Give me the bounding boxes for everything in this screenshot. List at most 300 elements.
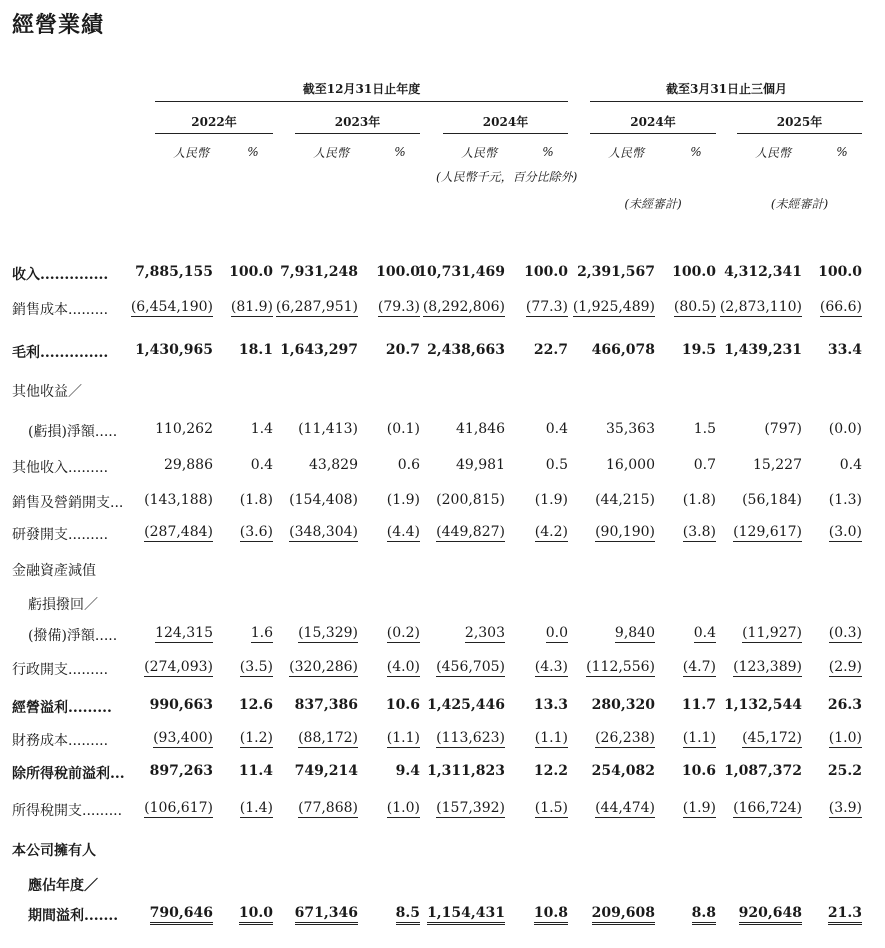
percent-cell — [546, 421, 568, 437]
row-label: 經營溢利......... — [12, 700, 112, 716]
percent-cell — [240, 659, 273, 675]
cell-value: 43,829 — [309, 457, 358, 473]
cell-value: (44,474) — [595, 800, 655, 816]
percent-cell — [251, 625, 273, 641]
currency-label: 人民幣 — [754, 146, 791, 160]
percent-cell — [683, 800, 716, 816]
cell-value: (2,873,110) — [719, 299, 802, 315]
percent-cell — [251, 457, 273, 473]
percent-cell — [387, 730, 420, 746]
cell-value: (80.5) — [673, 299, 716, 315]
percent-cell — [535, 800, 568, 816]
cell-value: 837,386 — [294, 697, 358, 713]
amount-cell — [153, 730, 213, 746]
percent-cell — [694, 625, 716, 641]
amount-cell — [733, 524, 802, 540]
currency-label: 人民幣 — [607, 146, 644, 160]
year-header-rule — [295, 133, 420, 134]
cell-value: (88,172) — [298, 730, 358, 746]
row-label: 研發開支......... — [12, 527, 109, 543]
cell-value: (1.9) — [534, 492, 568, 508]
cell-value: (6,454,190) — [130, 299, 213, 315]
percent-cell — [683, 659, 716, 675]
percent-cell — [535, 492, 568, 508]
row-label: 財務成本......... — [12, 733, 109, 749]
amount-cell — [739, 905, 802, 921]
amount-cell — [595, 800, 655, 816]
percent-cell — [674, 299, 716, 315]
cell-value: (1.0) — [386, 800, 420, 816]
percent-cell — [524, 264, 568, 280]
amount-cell — [298, 730, 358, 746]
amount-cell — [280, 342, 358, 358]
amount-cell — [135, 264, 213, 280]
cell-value: 10.6 — [385, 697, 420, 713]
cell-value: (456,705) — [436, 659, 505, 675]
cell-value: (449,827) — [436, 524, 505, 540]
cell-value: (1.2) — [239, 730, 273, 746]
cell-value: (0.1) — [386, 421, 420, 437]
percent-cell — [387, 492, 420, 508]
cell-value: (3.5) — [239, 659, 273, 675]
percent-label: % — [542, 145, 554, 159]
percent-cell — [239, 342, 273, 358]
year-header-rule — [443, 133, 568, 134]
cell-value: 100.0 — [229, 264, 273, 280]
percent-cell — [829, 524, 862, 540]
cell-value: 1,311,823 — [427, 763, 505, 779]
cell-value: 100.0 — [524, 264, 568, 280]
cell-value: 100.0 — [376, 264, 420, 280]
percent-cell — [396, 763, 420, 779]
amount-cell — [586, 659, 655, 675]
cell-value: (200,815) — [436, 492, 505, 508]
cell-value: (56,184) — [742, 492, 802, 508]
amount-cell — [417, 264, 505, 280]
cell-value: (66.6) — [819, 299, 862, 315]
cell-value: 20.7 — [385, 342, 420, 358]
amount-cell — [144, 524, 213, 540]
amount-cell — [298, 421, 358, 437]
amount-cell — [427, 342, 505, 358]
percent-cell — [535, 524, 568, 540]
cell-value: (45,172) — [742, 730, 802, 746]
cell-value: (1.9) — [682, 800, 716, 816]
percent-cell — [240, 524, 273, 540]
cell-value: 26.3 — [827, 697, 862, 713]
cell-value: (0.3) — [828, 625, 862, 641]
cell-value: (44,215) — [595, 492, 655, 508]
amount-cell — [595, 730, 655, 746]
year-header: 2024年 — [482, 115, 529, 129]
cell-value: (1,925,489) — [572, 299, 655, 315]
amount-cell — [135, 342, 213, 358]
row-label: 應佔年度／ — [28, 878, 98, 894]
percent-cell — [829, 800, 862, 816]
cell-value: (11,413) — [298, 421, 358, 437]
year-header: 2023年 — [334, 115, 381, 129]
cell-value: (274,093) — [144, 659, 213, 675]
cell-value: (1.1) — [534, 730, 568, 746]
cell-value: 100.0 — [818, 264, 862, 280]
cell-value: (3.0) — [828, 524, 862, 540]
amount-cell — [724, 342, 802, 358]
cell-value: 13.3 — [533, 697, 568, 713]
cell-value: (93,400) — [153, 730, 213, 746]
amount-cell — [150, 905, 213, 921]
amount-cell — [733, 659, 802, 675]
amount-cell — [742, 492, 802, 508]
amount-cell — [280, 264, 358, 280]
currency-label: 人民幣 — [460, 146, 497, 160]
cell-value: (77,868) — [298, 800, 358, 816]
cell-value: (320,286) — [289, 659, 358, 675]
percent-cell — [535, 659, 568, 675]
cell-value: 11.4 — [238, 763, 273, 779]
percent-cell — [829, 492, 862, 508]
cell-value: 10.0 — [239, 905, 273, 925]
amount-cell — [427, 905, 505, 921]
percent-cell — [829, 421, 862, 437]
amount-cell — [436, 800, 505, 816]
cell-value: 21.3 — [828, 905, 862, 925]
amount-cell — [615, 625, 655, 641]
cell-value: 8.5 — [396, 905, 420, 925]
cell-value: (0.2) — [386, 625, 420, 641]
amount-cell — [131, 299, 213, 315]
unit-note: (人民幣千元，百分比除外) — [436, 170, 578, 184]
percent-cell — [828, 342, 862, 358]
cell-value: 0.5 — [545, 457, 568, 473]
cell-value: (8,292,806) — [422, 299, 505, 315]
cell-value: (3.6) — [239, 524, 273, 540]
cell-value: 16,000 — [606, 457, 655, 473]
cell-value: 0.4 — [839, 457, 862, 473]
percent-cell — [818, 264, 862, 280]
percent-cell — [683, 492, 716, 508]
percent-cell — [828, 905, 862, 921]
percent-cell — [534, 342, 568, 358]
unaudited-label: (未經審計) — [770, 197, 829, 211]
percent-cell — [829, 659, 862, 675]
amount-cell — [298, 800, 358, 816]
percent-cell — [694, 421, 716, 437]
cell-value: 15,227 — [753, 457, 802, 473]
cell-value: 1,425,446 — [427, 697, 505, 713]
cell-value: (348,304) — [289, 524, 358, 540]
percent-cell — [534, 697, 568, 713]
amount-cell — [577, 264, 655, 280]
unaudited-label: (未經審計) — [624, 197, 682, 211]
percent-cell — [828, 697, 862, 713]
percent-cell — [387, 800, 420, 816]
cell-value: 22.7 — [533, 342, 568, 358]
amount-cell — [155, 625, 213, 641]
cell-value: (797) — [764, 421, 802, 437]
amount-cell — [295, 697, 358, 713]
amount-cell — [144, 492, 213, 508]
amount-cell — [295, 763, 358, 779]
amount-cell — [465, 625, 505, 641]
cell-value: 897,263 — [149, 763, 213, 779]
percent-cell — [240, 492, 273, 508]
row-label: 銷售及營銷開支... — [12, 495, 124, 511]
cell-value: (3.9) — [828, 800, 862, 816]
header-group-quarterly-rule — [590, 101, 863, 102]
percent-cell — [546, 457, 568, 473]
cell-value: (3.8) — [682, 524, 716, 540]
percent-cell — [387, 524, 420, 540]
cell-value: 0.4 — [693, 625, 716, 641]
percent-cell — [239, 697, 273, 713]
cell-value: 9.4 — [395, 763, 420, 779]
year-header-rule — [737, 133, 862, 134]
cell-value: (1.1) — [386, 730, 420, 746]
cell-value: (1.9) — [386, 492, 420, 508]
amount-cell — [295, 905, 358, 921]
cell-value: 41,846 — [456, 421, 505, 437]
percent-cell — [829, 730, 862, 746]
amount-cell — [742, 730, 802, 746]
year-header: 2024年 — [630, 115, 676, 129]
cell-value: 10,731,469 — [417, 264, 505, 280]
cell-value: (287,484) — [144, 524, 213, 540]
cell-value: 4,312,341 — [724, 264, 802, 280]
cell-value: (4.4) — [386, 524, 420, 540]
row-label: 行政開支......... — [12, 662, 109, 678]
cell-value: 12.6 — [238, 697, 273, 713]
cell-value: (106,617) — [144, 800, 213, 816]
cell-value: (1.0) — [828, 730, 862, 746]
cell-value: 466,078 — [591, 342, 655, 358]
percent-cell — [682, 342, 716, 358]
cell-value: 10.8 — [534, 905, 568, 925]
cell-value: (2.9) — [828, 659, 862, 675]
cell-value: 10.6 — [681, 763, 716, 779]
cell-value: (11,927) — [742, 625, 802, 641]
percent-cell — [386, 697, 420, 713]
cell-value: (1.8) — [682, 492, 716, 508]
cell-value: 110,262 — [155, 421, 213, 437]
percent-cell — [694, 457, 716, 473]
cell-value: (4.2) — [534, 524, 568, 540]
cell-value: 920,648 — [739, 905, 802, 925]
cell-value: 29,886 — [164, 457, 213, 473]
amount-cell — [720, 299, 802, 315]
cell-value: 1,132,544 — [724, 697, 802, 713]
cell-value: (166,724) — [733, 800, 802, 816]
header-group-annual: 截至12月31日止年度 — [302, 82, 421, 96]
cell-value: 1,087,372 — [724, 763, 802, 779]
percent-cell — [546, 625, 568, 641]
cell-value: 0.4 — [250, 457, 273, 473]
amount-cell — [456, 421, 505, 437]
cell-value: 124,315 — [155, 625, 213, 641]
row-label: 所得稅開支......... — [12, 803, 123, 819]
cell-value: 1,154,431 — [427, 905, 505, 925]
cell-value: 8.8 — [692, 905, 716, 925]
cell-value: (129,617) — [733, 524, 802, 540]
cell-value: (4.0) — [386, 659, 420, 675]
amount-cell — [592, 342, 655, 358]
year-header-rule — [155, 133, 273, 134]
cell-value: (112,556) — [586, 659, 655, 675]
percent-cell — [682, 763, 716, 779]
percent-cell — [820, 299, 862, 315]
amount-cell — [742, 625, 802, 641]
percent-cell — [829, 625, 862, 641]
row-label: 其他收益／ — [12, 384, 82, 400]
cell-value: 25.2 — [827, 763, 862, 779]
cell-value: (4.3) — [534, 659, 568, 675]
cell-value: (113,623) — [436, 730, 505, 746]
row-label: 除所得稅前溢利... — [12, 766, 125, 782]
percent-cell — [840, 457, 862, 473]
amount-cell — [423, 299, 505, 315]
amount-cell — [309, 457, 358, 473]
cell-value: 12.2 — [533, 763, 568, 779]
cell-value: (26,238) — [595, 730, 655, 746]
cell-value: 280,320 — [591, 697, 655, 713]
percent-cell — [378, 299, 420, 315]
row-label: (虧損)淨額..... — [28, 424, 118, 440]
cell-value: (15,329) — [298, 625, 358, 641]
amount-cell — [144, 800, 213, 816]
row-label: 本公司擁有人 — [12, 843, 96, 859]
percent-cell — [387, 421, 420, 437]
cell-value: 1,439,231 — [724, 342, 802, 358]
cell-value: (1.3) — [828, 492, 862, 508]
cell-value: (4.7) — [682, 659, 716, 675]
amount-cell — [436, 524, 505, 540]
row-label: 期間溢利....... — [28, 908, 119, 924]
percent-cell — [396, 905, 420, 921]
amount-cell — [155, 421, 213, 437]
percent-cell — [534, 763, 568, 779]
cell-value: (6,287,951) — [275, 299, 358, 315]
percent-cell — [683, 524, 716, 540]
cell-value: 790,646 — [150, 905, 213, 925]
cell-value: 1,430,965 — [135, 342, 213, 358]
amount-cell — [456, 457, 505, 473]
row-label: 其他收入......... — [12, 460, 109, 476]
cell-value: 1.6 — [250, 625, 273, 641]
amount-cell — [436, 730, 505, 746]
cell-value: (0.0) — [828, 421, 862, 437]
amount-cell — [724, 697, 802, 713]
cell-value: 35,363 — [606, 421, 655, 437]
cell-value: 100.0 — [672, 264, 716, 280]
cell-value: 1.4 — [250, 421, 273, 437]
cell-value: (123,389) — [733, 659, 802, 675]
amount-cell — [150, 763, 213, 779]
percent-cell — [682, 697, 716, 713]
percent-cell — [251, 421, 273, 437]
cell-value: 0.4 — [545, 421, 568, 437]
percent-cell — [239, 905, 273, 921]
amount-cell — [276, 299, 358, 315]
cell-value: 19.5 — [681, 342, 716, 358]
amount-cell — [724, 264, 802, 280]
cell-value: 9,840 — [614, 625, 655, 641]
cell-value: (157,392) — [436, 800, 505, 816]
amount-cell — [298, 625, 358, 641]
amount-cell — [753, 457, 802, 473]
cell-value: 209,608 — [592, 905, 655, 925]
percent-cell — [240, 730, 273, 746]
amount-cell — [164, 457, 213, 473]
row-label: (撥備)淨額..... — [28, 628, 118, 644]
cell-value: (1.8) — [239, 492, 273, 508]
cell-value: 990,663 — [149, 697, 213, 713]
cell-value: 671,346 — [295, 905, 358, 925]
cell-value: 1.5 — [693, 421, 716, 437]
percent-cell — [398, 457, 420, 473]
amount-cell — [595, 524, 655, 540]
amount-cell — [606, 457, 655, 473]
amount-cell — [289, 524, 358, 540]
row-label: 毛利.............. — [12, 345, 109, 361]
percent-cell — [387, 625, 420, 641]
cell-value: 1,643,297 — [280, 342, 358, 358]
percent-cell — [239, 763, 273, 779]
row-label: 虧損撥回／ — [28, 597, 98, 613]
cell-value: (77.3) — [525, 299, 568, 315]
amount-cell — [289, 659, 358, 675]
cell-value: 11.7 — [681, 697, 716, 713]
cell-value: 18.1 — [238, 342, 273, 358]
amount-cell — [592, 763, 655, 779]
percent-cell — [231, 299, 273, 315]
amount-cell — [427, 763, 505, 779]
cell-value: 749,214 — [294, 763, 358, 779]
percent-cell — [535, 730, 568, 746]
percent-label: % — [394, 145, 406, 159]
cell-value: (90,190) — [595, 524, 655, 540]
amount-cell — [573, 299, 655, 315]
amount-cell — [764, 421, 802, 437]
year-header: 2025年 — [776, 115, 823, 129]
amount-cell — [592, 697, 655, 713]
header-group-quarterly: 截至3月31日止三個月 — [665, 82, 788, 96]
percent-cell — [526, 299, 568, 315]
percent-label: % — [836, 145, 848, 159]
cell-value: 0.6 — [397, 457, 420, 473]
amount-cell — [150, 697, 213, 713]
percent-cell — [534, 905, 568, 921]
cell-value: 2,303 — [464, 625, 505, 641]
cell-value: 254,082 — [591, 763, 655, 779]
amount-cell — [289, 492, 358, 508]
year-header-rule — [590, 133, 716, 134]
cell-value: (79.3) — [377, 299, 420, 315]
cell-value: 7,931,248 — [280, 264, 358, 280]
cell-value: (81.9) — [230, 299, 273, 315]
year-header: 2022年 — [191, 115, 237, 129]
cell-value: (1.5) — [534, 800, 568, 816]
cell-value: 0.0 — [545, 625, 568, 641]
amount-cell — [436, 659, 505, 675]
cell-value: (1.1) — [682, 730, 716, 746]
cell-value: (154,408) — [289, 492, 358, 508]
cell-value: 49,981 — [456, 457, 505, 473]
cell-value: (1.4) — [239, 800, 273, 816]
row-label: 銷售成本......... — [12, 302, 109, 318]
cell-value: (143,188) — [144, 492, 213, 508]
cell-value: 7,885,155 — [135, 264, 213, 280]
percent-label: % — [690, 145, 702, 159]
cell-value: 2,438,663 — [427, 342, 505, 358]
